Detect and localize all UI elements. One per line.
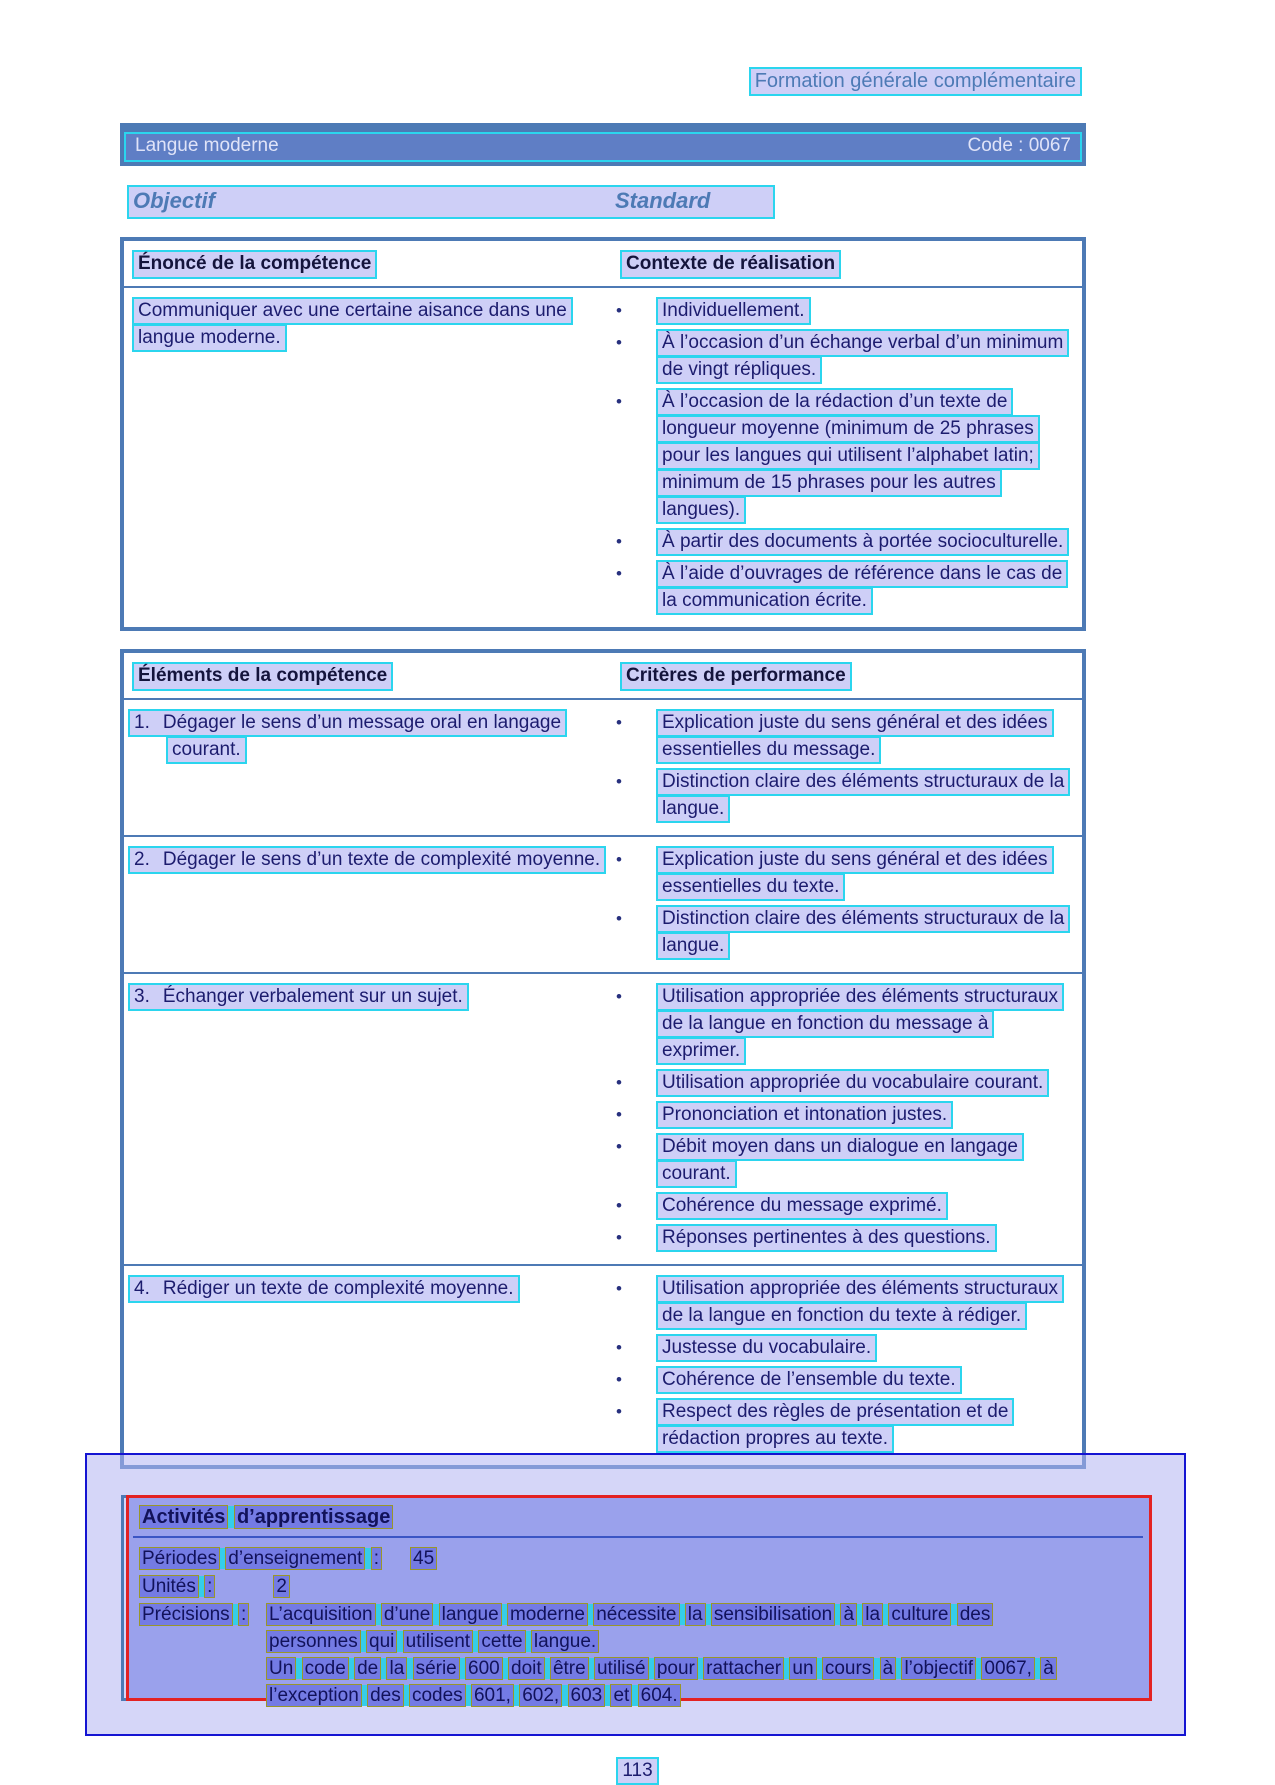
- page-number: 113: [616, 1757, 658, 1785]
- section-headings: [127, 185, 775, 219]
- criteria-cell: [616, 1275, 1074, 1452]
- list-item: • Distinction claire des éléments structuraux de la langue.: [616, 905, 1074, 959]
- element-number: 2.: [134, 849, 150, 870]
- annotation-overlay-box: [85, 1453, 1186, 1736]
- list-item: • À l’occasion de la rédaction d’un texte de longueur moyenne (minimum de 25 phrases pour les langues qui utilisent l’alphabet latin; minimum de 15 phrases pour les autres langues).: [616, 388, 1074, 523]
- element-cell: [128, 983, 616, 1251]
- list-item: • Respect des règles de présentation et de rédaction propres au texte.: [616, 1398, 1074, 1452]
- course-name: Langue moderne: [135, 135, 279, 156]
- bullet-icon: •: [616, 532, 622, 551]
- bullet-icon: •: [616, 1338, 622, 1357]
- criteria-bullet-list: [616, 709, 1074, 822]
- bullet-icon: •: [616, 1073, 622, 1092]
- element-cell: [128, 1275, 616, 1452]
- list-item: • Cohérence de l’ensemble du texte.: [616, 1366, 1074, 1393]
- page-title: Formation générale complémentaire: [749, 67, 1082, 96]
- criteria-cell: [616, 846, 1074, 959]
- element-number: 3.: [134, 986, 150, 1007]
- precisions-line: Un code de la série 600 doit être utilisé pour rattacher un cours à l’objectif 0067, à l’exception des codes 601, 602, 603 et 604.: [266, 1655, 1086, 1709]
- units-value: 2: [273, 1573, 290, 1600]
- heading-standard: Standard: [615, 188, 711, 213]
- competency-statement-table: [120, 237, 1086, 631]
- bullet-icon: •: [616, 987, 622, 1006]
- element-cell: [128, 709, 616, 822]
- units-row: [137, 1573, 1139, 1600]
- element-text: Dégager le sens d’un texte de complexité moyenne.: [162, 849, 601, 870]
- bullet-icon: •: [616, 909, 622, 928]
- realization-context-cell: [616, 297, 1074, 614]
- precisions-row: [137, 1601, 1139, 1709]
- precisions-label: Précisions :: [139, 1601, 266, 1628]
- element-text: Échanger verbalement sur un sujet.: [162, 986, 463, 1007]
- criteria-bullet-list: [616, 983, 1074, 1251]
- precisions-text: [266, 1601, 1086, 1709]
- document-header: [0, 0, 1275, 93]
- activities-box: [126, 1495, 1152, 1706]
- list-item: • À partir des documents à portée socioculturelle.: [616, 528, 1074, 555]
- list-item: • À l’aide d’ouvrages de référence dans le cas de la communication écrite.: [616, 560, 1074, 614]
- table1-header-right: Contexte de réalisation: [620, 250, 841, 279]
- element-text: Rédiger un texte de complexité moyenne.: [162, 1278, 514, 1299]
- table-row: [124, 835, 1082, 972]
- bullet-icon: •: [616, 392, 622, 411]
- bullet-icon: •: [616, 1196, 622, 1215]
- bullet-icon: •: [616, 713, 622, 732]
- table2-header-row: [124, 653, 1082, 700]
- course-code: Code : 0067: [967, 135, 1071, 156]
- periods-label: Périodes d’enseignement :: [139, 1545, 382, 1572]
- table-row: [124, 972, 1082, 1264]
- list-item: • Réponses pertinentes à des questions.: [616, 1224, 1074, 1251]
- list-item: • Débit moyen dans un dialogue en langage courant.: [616, 1133, 1074, 1187]
- bullet-icon: •: [616, 1228, 622, 1247]
- activities-box-outline: [121, 1495, 1149, 1706]
- element-number: 1.: [134, 712, 150, 733]
- table1-header-left: Énoncé de la compétence: [132, 250, 377, 279]
- list-item: • Explication juste du sens général et des idées essentielles du message.: [616, 709, 1074, 763]
- bullet-icon: •: [616, 333, 622, 352]
- list-item: • Prononciation et intonation justes.: [616, 1101, 1074, 1128]
- list-item: • Cohérence du message exprimé.: [616, 1192, 1074, 1219]
- divider: [133, 1536, 1143, 1538]
- list-item: • Distinction claire des éléments structuraux de la langue.: [616, 768, 1074, 822]
- competency-elements-table: [120, 649, 1086, 1469]
- bullet-icon: •: [616, 1137, 622, 1156]
- bullet-icon: •: [616, 1279, 622, 1298]
- competency-statement-text: Communiquer avec une certaine aisance dans une langue moderne.: [132, 297, 573, 352]
- table-row: [124, 700, 1082, 835]
- competency-statement-cell: [128, 297, 616, 614]
- criteria-cell: [616, 983, 1074, 1251]
- precisions-line: L’acquisition d’une langue moderne nécessite la sensibilisation à la culture des personnes qui utilisent cette langue.: [266, 1601, 1086, 1655]
- element-text: Dégager le sens d’un message oral en langage courant.: [162, 712, 562, 760]
- list-item: • Explication juste du sens général et des idées essentielles du texte.: [616, 846, 1074, 900]
- table-row: [124, 1264, 1082, 1465]
- table2-header-left: Éléments de la compétence: [132, 662, 393, 691]
- list-item: • Individuellement.: [616, 297, 1074, 324]
- criteria-bullet-list: [616, 1275, 1074, 1452]
- bullet-icon: •: [616, 772, 622, 791]
- bullet-icon: •: [616, 301, 622, 320]
- units-label: Unités :: [139, 1573, 215, 1600]
- element-number: 4.: [134, 1278, 150, 1299]
- list-item: • À l’occasion d’un échange verbal d’un minimum de vingt répliques.: [616, 329, 1074, 383]
- bullet-icon: •: [616, 1370, 622, 1389]
- table1-body-row: [124, 288, 1082, 627]
- section-headings-highlight: [127, 185, 775, 219]
- periods-value: 45: [410, 1545, 437, 1572]
- list-item: • Utilisation appropriée des éléments structuraux de la langue en fonction du message à exprimer.: [616, 983, 1074, 1064]
- bullet-icon: •: [616, 564, 622, 583]
- bullet-icon: •: [616, 1402, 622, 1421]
- table2-header-right: Critères de performance: [620, 662, 852, 691]
- periods-row: [137, 1545, 1139, 1572]
- activities-title: Activités d’apprentissage: [137, 1504, 1139, 1536]
- bullet-icon: •: [616, 850, 622, 869]
- context-bullet-list: [616, 297, 1074, 614]
- criteria-bullet-list: [616, 846, 1074, 959]
- element-cell: [128, 846, 616, 959]
- course-bar-highlight: [124, 132, 1082, 162]
- bullet-icon: •: [616, 1105, 622, 1124]
- list-item: • Justesse du vocabulaire.: [616, 1334, 1074, 1361]
- list-item: • Utilisation appropriée des éléments structuraux de la langue en fonction du texte à rédiger.: [616, 1275, 1074, 1329]
- page-number-row: [0, 1760, 1275, 1782]
- list-item: • Utilisation appropriée du vocabulaire courant.: [616, 1069, 1074, 1096]
- criteria-cell: [616, 709, 1074, 822]
- heading-objectif: Objectif: [133, 188, 215, 213]
- course-header-bar: [120, 123, 1086, 166]
- table1-header-row: [124, 241, 1082, 288]
